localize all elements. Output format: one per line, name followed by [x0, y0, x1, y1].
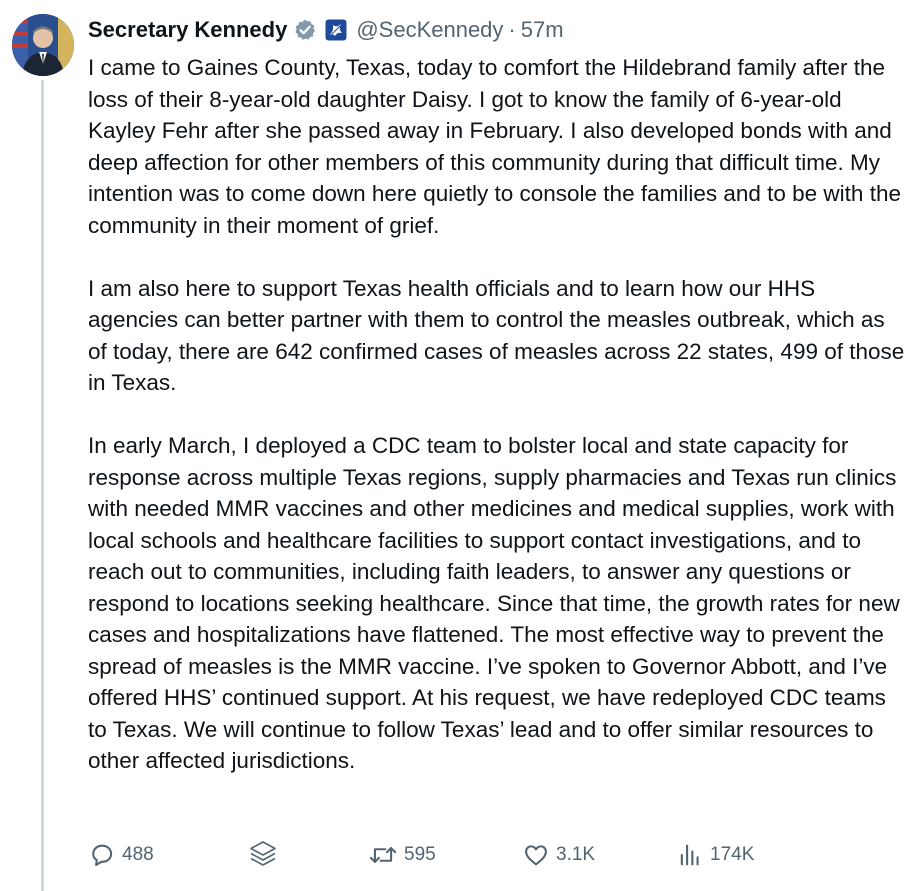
views-button[interactable]: [676, 838, 754, 872]
reply-icon: [88, 841, 116, 869]
grok-button[interactable]: [246, 838, 280, 872]
views-bar-chart-icon: [676, 841, 704, 869]
heart-icon: [522, 841, 550, 869]
hhs-affiliation-icon[interactable]: [325, 19, 347, 41]
views-count: 174K: [710, 844, 755, 865]
tweet-paragraph: I am also here to support Texas health officials and to learn how our HHS agencies can better partner with them to control the measles outbreak, which as of today, there are 642 confirmed cases of measles across 22 states, 499 of those in Texas.: [88, 275, 905, 395]
verified-badge-icon[interactable]: [293, 18, 317, 42]
avatar[interactable]: [12, 14, 74, 76]
grok-layers-icon: [246, 838, 280, 872]
reply-count: 488: [122, 844, 154, 865]
tweet-paragraph: I came to Gaines County, Texas, today to comfort the Hildebrand family after the loss of their 8-year-old daughter Daisy. I got to know the family of 6-year-old Kayley Fehr after she passed away in February. I also developed bonds with and deep affection for other members of this community during that difficult time. My intention was to come down here quietly to console the families and to be with the community in their moment of grief.: [88, 55, 901, 238]
handle[interactable]: @SecKennedy: [356, 17, 504, 42]
like-button[interactable]: [522, 838, 595, 872]
separator-dot: ·: [508, 17, 516, 42]
reply-button[interactable]: [88, 838, 154, 872]
tweet-text: [88, 52, 908, 777]
timestamp[interactable]: 57m: [520, 17, 564, 42]
avatar-image: [12, 14, 74, 76]
repost-count: 595: [404, 844, 436, 865]
thread-connector-line: [41, 80, 44, 891]
repost-icon: [368, 841, 398, 869]
tweet-header: [88, 14, 564, 46]
action-bar: [88, 838, 778, 872]
display-name[interactable]: Secretary Kennedy: [88, 17, 288, 42]
repost-button[interactable]: [368, 838, 436, 872]
like-count: 3.1K: [556, 844, 596, 865]
tweet-paragraph: In early March, I deployed a CDC team to bolster local and state capacity for response across multiple Texas regions, supply pharmacies and Texas run clinics with needed MMR vaccines and other medicines and medical supplies, work with local schools and healthcare facilities to support contact investigations, and to reach out to communities, including faith leaders, to answer any questions or respond to locations seeking healthcare. Since that time, the growth rates for new cases and hospitalizations have flattened. The most effective way to prevent the spread of measles is the MMR vaccine. I’ve spoken to Governor Abbott, and I’ve offered HHS’ continued support. At his request, we have redeployed CDC teams to Texas. We will continue to follow Texas’ lead and to offer similar resources to other affected jurisdictions.: [88, 433, 900, 773]
